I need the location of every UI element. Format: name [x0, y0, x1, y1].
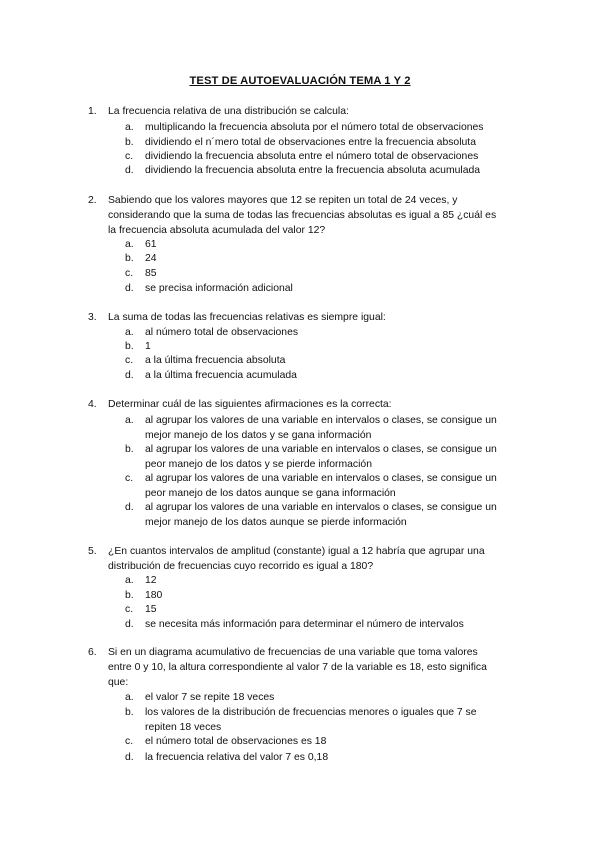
option-text — [145, 368, 530, 383]
option-text — [145, 442, 530, 472]
option-text — [145, 281, 530, 296]
question-text-line: que: — [108, 677, 129, 688]
option-letter: d. — [125, 502, 134, 513]
option-letter: a. — [125, 122, 134, 133]
option-text — [145, 500, 530, 530]
option-text — [145, 588, 530, 603]
question-text-line: la frecuencia absoluta acumulada del valor 12? — [108, 225, 326, 236]
option-text-line: el número total de observaciones es 18 — [145, 736, 327, 747]
option-letter: c. — [125, 473, 134, 484]
question-text-line: Sabiendo que los valores mayores que 12 se repiten un total de 24 veces, y — [108, 195, 458, 206]
option-letter: d. — [125, 752, 134, 763]
option-text — [145, 573, 530, 588]
question-text-line: Si en un diagrama acumulativo de frecuencias de una variable que toma valores — [108, 647, 478, 658]
question-number: 6. — [88, 647, 97, 658]
option-letter: c. — [125, 736, 134, 747]
option-letter: c. — [125, 355, 134, 366]
option-text-line: 12 — [145, 575, 157, 586]
option-text — [145, 266, 530, 281]
question-number: 5. — [88, 546, 97, 557]
question-text — [108, 397, 528, 412]
option-text-line: al agrupar los valores de una variable en intervalos o clases, se consigue un — [145, 473, 497, 484]
option-text — [145, 163, 530, 178]
option-text — [145, 149, 530, 164]
option-text-line: repiten 18 veces — [145, 722, 222, 733]
option-text — [145, 135, 530, 150]
option-text — [145, 705, 530, 735]
question-number: 1. — [88, 106, 97, 117]
option-letter: c. — [125, 268, 134, 279]
option-letter: d. — [125, 370, 134, 381]
option-text — [145, 325, 530, 340]
option-letter: a. — [125, 415, 134, 426]
option-text — [145, 413, 530, 443]
option-text-line: 85 — [145, 268, 157, 279]
option-text — [145, 353, 530, 368]
option-text-line: se necesita más información para determinar el número de intervalos — [145, 619, 464, 630]
question-text-line: entre 0 y 10, la altura correspondiente al valor 7 de la variable es 18, esto significa — [108, 662, 487, 673]
option-letter: b. — [125, 341, 134, 352]
option-text-line: los valores de la distribución de frecuencias menores o iguales que 7 se — [145, 707, 477, 718]
option-letter: c. — [125, 151, 134, 162]
question-text-line: La suma de todas las frecuencias relativas es siempre igual: — [108, 312, 386, 323]
question-number: 2. — [88, 195, 97, 206]
option-letter: d. — [125, 165, 134, 176]
option-text-line: multiplicando la frecuencia absoluta por el número total de observaciones — [145, 122, 484, 133]
option-text — [145, 750, 530, 765]
option-text-line: 1 — [145, 341, 151, 352]
option-text-line: a la última frecuencia absoluta — [145, 355, 286, 366]
option-letter: b. — [125, 253, 134, 264]
option-letter: a. — [125, 575, 134, 586]
question-text-line: Determinar cuál de las siguientes afirmaciones es la correcta: — [108, 399, 392, 410]
option-text-line: peor manejo de los datos y se pierde información — [145, 459, 372, 470]
option-text-line: 24 — [145, 253, 157, 264]
question-text — [108, 310, 528, 325]
option-text — [145, 602, 530, 617]
question-text — [108, 104, 528, 119]
option-text — [145, 690, 530, 705]
question-text-line: La frecuencia relativa de una distribución se calcula: — [108, 106, 349, 117]
option-text — [145, 734, 530, 749]
option-text-line: dividiendo la frecuencia absoluta entre el número total de observaciones — [145, 151, 479, 162]
option-letter: b. — [125, 707, 134, 718]
question-number: 3. — [88, 312, 97, 323]
option-letter: b. — [125, 444, 134, 455]
option-text-line: la frecuencia relativa del valor 7 es 0,18 — [145, 752, 329, 763]
option-text-line: 180 — [145, 590, 163, 601]
option-text — [145, 617, 530, 632]
option-letter: c. — [125, 604, 134, 615]
option-text — [145, 251, 530, 266]
question-text — [108, 544, 528, 574]
option-text-line: dividiendo la frecuencia absoluta entre la frecuencia absoluta acumulada — [145, 165, 481, 176]
option-letter: d. — [125, 283, 134, 294]
option-letter: b. — [125, 137, 134, 148]
option-text-line: a la última frecuencia acumulada — [145, 370, 297, 381]
option-text-line: 61 — [145, 239, 157, 250]
option-text — [145, 237, 530, 252]
option-text-line: al número total de observaciones — [145, 327, 299, 338]
page-title: TEST DE AUTOEVALUACIÓN TEMA 1 Y 2 — [189, 75, 411, 87]
question-number: 4. — [88, 399, 97, 410]
option-text-line: al agrupar los valores de una variable en intervalos o clases, se consigue un — [145, 444, 497, 455]
option-letter: b. — [125, 590, 134, 601]
option-text-line: 15 — [145, 604, 157, 615]
option-letter: d. — [125, 619, 134, 630]
question-text — [108, 645, 528, 690]
option-letter: a. — [125, 327, 134, 338]
question-text-line: ¿En cuantos intervalos de amplitud (constante) igual a 12 habría que agrupar una — [108, 546, 485, 557]
option-text-line: al agrupar los valores de una variable en intervalos o clases, se consigue un — [145, 415, 497, 426]
option-text-line: peor manejo de los datos aunque se gana información — [145, 488, 396, 499]
option-letter: a. — [125, 239, 134, 250]
option-text-line: mejor manejo de los datos y se gana información — [145, 430, 372, 441]
option-text-line: al agrupar los valores de una variable en intervalos o clases, se consigue un — [145, 502, 497, 513]
question-text-line: distribución de frecuencias cuyo recorrido es igual a 180? — [108, 561, 374, 572]
option-text — [145, 339, 530, 354]
option-text-line: se precisa información adicional — [145, 283, 293, 294]
question-text-line: considerando que la suma de todas las frecuencias absolutas es igual a 85 ¿cuál es — [108, 210, 497, 221]
option-text-line: mejor manejo de los datos aunque se pierde información — [145, 517, 407, 528]
option-letter: a. — [125, 692, 134, 703]
option-text — [145, 471, 530, 501]
option-text-line: el valor 7 se repite 18 veces — [145, 692, 275, 703]
option-text — [145, 120, 530, 135]
question-text — [108, 193, 528, 238]
option-text-line: dividiendo el n´mero total de observaciones entre la frecuencia absoluta — [145, 137, 476, 148]
